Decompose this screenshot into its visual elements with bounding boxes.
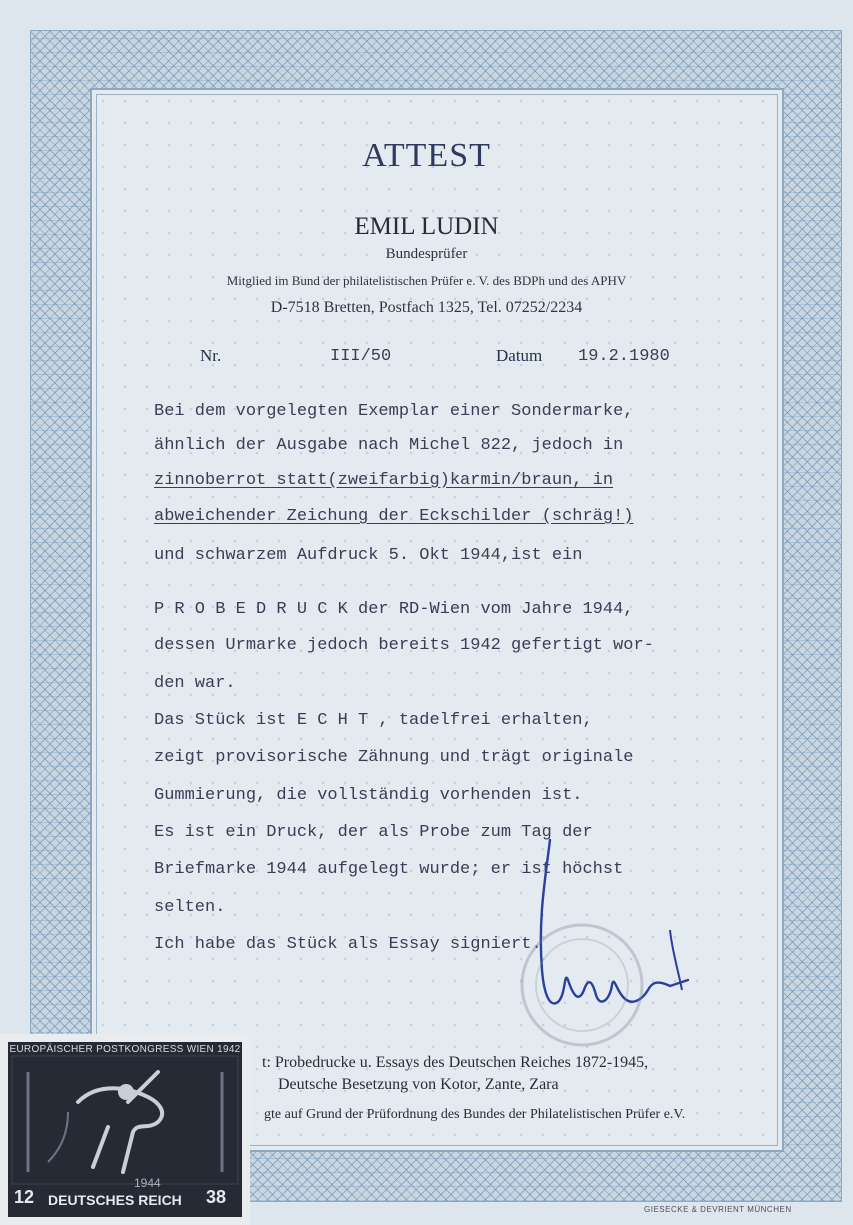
body-line: abweichender Zeichung der Eckschilder (schräg!) (154, 507, 634, 526)
body-line: Ich habe das Stück als Essay signiert. (154, 935, 542, 954)
examiner-seal-icon (512, 915, 652, 1055)
footer-regulation-line: gte auf Grund der Prüfordnung des Bundes der Philatelistischen Prüfer e.V. (264, 1107, 686, 1122)
body-line: dessen Urmarke jedoch bereits 1942 gefertigt wor- (154, 636, 654, 655)
body-line: selten. (154, 898, 226, 917)
stamp-value-left: 12 (14, 1187, 35, 1207)
certificate-title: ATTEST (362, 137, 491, 174)
stamp-overprint: 1944 (134, 1176, 161, 1190)
body-line: zinnoberrot statt(zweifarbig)karmin/braun, in (154, 471, 614, 490)
footer-reference-line: t: Probedrucke u. Essays des Deutschen Reiches 1872-1945, (262, 1054, 649, 1071)
examiner-role: Bundesprüfer (385, 246, 468, 262)
examiner-name: EMIL LUDIN (354, 213, 499, 240)
body-line: P R O B E D R U C K der RD-Wien vom Jahre 1944, (154, 600, 634, 619)
certificate-date: 19.2.1980 (578, 347, 670, 366)
stamp-design (8, 1042, 242, 1217)
stamp-top-text: EUROPÄISCHER POSTKONGRESS WIEN 1942 (9, 1044, 241, 1055)
address-line: D-7518 Bretten, Postfach 1325, Tel. 07252/2234 (270, 299, 583, 316)
body-line: Gummierung, die vollständig vorhenden ist. (154, 786, 583, 805)
body-line: und schwarzem Aufdruck 5. Okt 1944,ist ein (154, 546, 583, 565)
printer-imprint: GIESECKE & DEVRIENT MÜNCHEN (644, 1205, 792, 1214)
stamp-country-text: DEUTSCHES REICH (48, 1192, 182, 1208)
postage-stamp-image (0, 1034, 250, 1225)
date-label: Datum (496, 346, 543, 365)
number-label: Nr. (200, 346, 222, 365)
certificate-number: III/50 (330, 347, 392, 366)
stamp-value-right: 38 (206, 1187, 227, 1207)
body-line: zeigt provisorische Zähnung und trägt originale (154, 748, 634, 767)
body-line: Das Stück ist E C H T , tadelfrei erhalten, (154, 711, 593, 730)
body-line: Briefmarke 1944 aufgelegt wurde; er ist höchst (154, 860, 624, 879)
body-line: ähnlich der Ausgabe nach Michel 822, jedoch in (154, 436, 624, 455)
body-line: Es ist ein Druck, der als Probe zum Tag der (154, 823, 593, 842)
body-line: Bei dem vorgelegten Exemplar einer Sondermarke, (154, 402, 634, 421)
membership-line: Mitglied im Bund der philatelistischen Prüfer e. V. des BDPh und des APHV (226, 273, 627, 288)
footer-reference-line: Deutsche Besetzung von Kotor, Zante, Zara (278, 1076, 559, 1093)
body-line: den war. (154, 674, 236, 693)
